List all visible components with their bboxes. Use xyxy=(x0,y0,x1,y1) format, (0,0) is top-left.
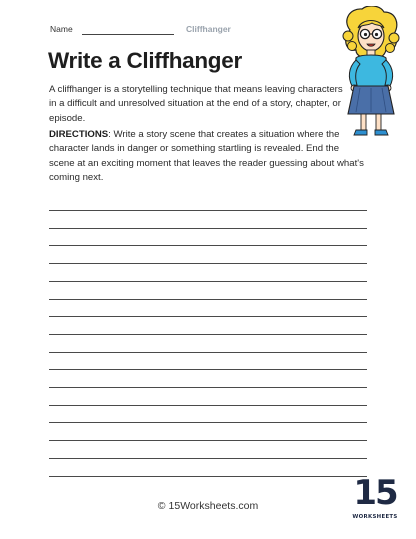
writing-line[interactable] xyxy=(49,228,367,229)
writing-line[interactable] xyxy=(49,440,367,441)
logo-number: 15 xyxy=(353,473,397,513)
footer-site[interactable]: 15Worksheets.com xyxy=(168,500,259,512)
writing-line[interactable] xyxy=(49,458,367,459)
writing-line[interactable] xyxy=(49,352,367,353)
logo-word: WORKSHEETS xyxy=(352,514,398,520)
writing-line[interactable] xyxy=(49,334,367,335)
writing-line[interactable] xyxy=(49,422,367,423)
cartoon-girl-illustration xyxy=(336,6,406,140)
writing-line[interactable] xyxy=(49,245,367,246)
writing-line[interactable] xyxy=(49,281,367,282)
copyright-symbol: © xyxy=(157,500,166,512)
name-label: Name xyxy=(50,24,73,34)
writing-line[interactable] xyxy=(49,263,367,264)
directions-text: : Write a story scene that creates a situation where the character lands in danger or something startling is revealed. End the scene at an exciting moment that leaves the reader guessing about what's coming next. xyxy=(49,129,364,183)
writing-line[interactable] xyxy=(49,405,367,406)
directions-label: DIRECTIONS xyxy=(49,129,109,140)
header-title: Cliffhanger xyxy=(186,24,231,34)
name-line[interactable] xyxy=(82,34,174,35)
writing-line[interactable] xyxy=(49,210,367,211)
writing-line[interactable] xyxy=(49,387,367,388)
intro-paragraph: A cliffhanger is a storytelling technique that means leaving characters in a difficult and unresolved situation at the end of a story, chapter, or episode. xyxy=(49,84,343,124)
page-title: Write a Cliffhanger xyxy=(48,48,242,73)
writing-line[interactable] xyxy=(49,369,367,370)
directions-paragraph xyxy=(49,128,367,185)
writing-line[interactable] xyxy=(49,476,367,477)
writing-line[interactable] xyxy=(49,316,367,317)
15-worksheets-logo-icon xyxy=(352,474,398,532)
writing-line[interactable] xyxy=(49,299,367,300)
